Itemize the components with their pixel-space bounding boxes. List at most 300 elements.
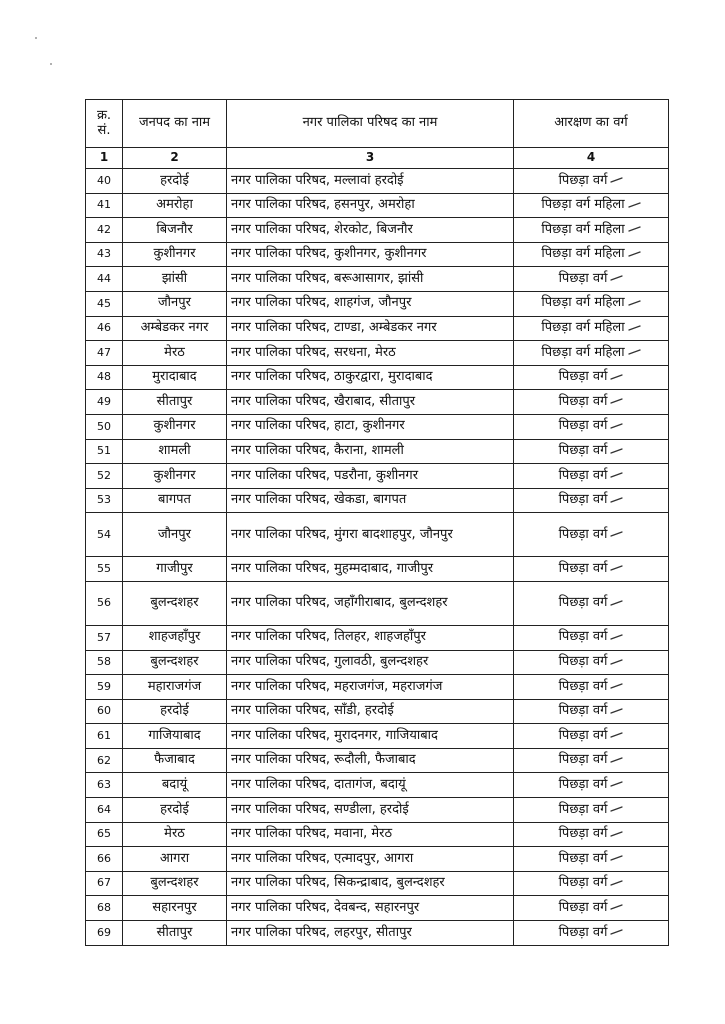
council-name-cell (227, 316, 514, 341)
serial-number-text: 55 (97, 561, 111, 575)
serial-number-text: 60 (97, 704, 111, 718)
council-name-text: नगर पालिका परिषद, कुशीनगर, कुशीनगर (231, 246, 427, 262)
reservation-category-cell (514, 798, 669, 823)
council-name-cell (227, 871, 514, 896)
pen-tick-mark-icon (610, 708, 623, 714)
header-district: जनपद का नाम (123, 100, 227, 148)
council-name-cell (227, 724, 514, 749)
council-name-text: नगर पालिका परिषद, सरधना, मेरठ (231, 344, 396, 360)
serial-number-text: 40 (97, 173, 111, 187)
district-cell (123, 193, 227, 218)
serial-number-text: 62 (97, 753, 111, 767)
reservation-category-cell (514, 921, 669, 946)
district-text: सीतापुर (156, 924, 193, 940)
pen-tick-mark-icon (610, 497, 623, 503)
serial-number-cell (86, 218, 123, 243)
serial-number-cell (86, 798, 123, 823)
district-text: बागपत (158, 492, 191, 508)
reservation-category-cell (514, 557, 669, 582)
pen-tick-mark-icon (628, 251, 641, 257)
council-name-cell (227, 896, 514, 921)
district-text: शाहजहाँपुर (148, 629, 201, 645)
district-cell (123, 414, 227, 439)
pen-tick-mark-icon (610, 732, 623, 738)
district-cell (123, 896, 227, 921)
serial-number-text: 58 (97, 655, 111, 669)
council-name-text: नगर पालिका परिषद, टाण्डा, अम्बेडकर नगर (231, 320, 437, 336)
district-cell (123, 291, 227, 316)
serial-number-cell (86, 557, 123, 582)
council-name-text: नगर पालिका परिषद, खैराबाद, सीतापुर (231, 393, 416, 409)
table-row (86, 847, 669, 872)
council-name-cell (227, 488, 514, 513)
header-reservation-category: आरक्षण का वर्ग (514, 100, 669, 148)
reservation-category-cell (514, 341, 669, 366)
reservation-category-cell (514, 414, 669, 439)
table-row (86, 341, 669, 366)
serial-number-cell (86, 316, 123, 341)
council-name-cell (227, 798, 514, 823)
reservation-category-text: पिछड़ा वर्ग (558, 492, 608, 508)
district-cell (123, 581, 227, 625)
reservation-category-text: पिछड़ा वर्ग (558, 629, 608, 645)
table-body (86, 169, 669, 946)
district-cell (123, 242, 227, 267)
district-cell (123, 625, 227, 650)
reservation-category-text: पिछड़ा वर्ग (558, 703, 608, 719)
district-text: कुशीनगर (153, 467, 196, 483)
council-name-cell (227, 847, 514, 872)
pen-tick-mark-icon (610, 472, 623, 478)
district-text: मेरठ (164, 344, 185, 360)
district-cell (123, 365, 227, 390)
reservation-category-text: पिछड़ा वर्ग महिला (541, 246, 625, 262)
reservation-category-text: पिछड़ा वर्ग (558, 850, 608, 866)
table-row (86, 871, 669, 896)
pen-tick-mark-icon (628, 325, 641, 331)
pen-tick-mark-icon (610, 600, 623, 606)
table-row (86, 169, 669, 194)
council-name-text: नगर पालिका परिषद, दातागंज, बदायूं (231, 776, 406, 792)
pen-tick-mark-icon (610, 831, 623, 837)
reservation-category-cell (514, 896, 669, 921)
table-row (86, 921, 669, 946)
reservation-category-text: पिछड़ा वर्ग महिला (541, 344, 625, 360)
council-name-text: नगर पालिका परिषद, तिलहर, शाहजहाँपुर (231, 629, 426, 645)
reservation-category-cell (514, 699, 669, 724)
council-name-text: नगर पालिका परिषद, रूदौली, फैजाबाद (231, 752, 416, 768)
serial-number-cell (86, 414, 123, 439)
district-cell (123, 557, 227, 582)
council-name-text: नगर पालिका परिषद, हाटा, कुशीनगर (231, 418, 405, 434)
district-text: कुशीनगर (153, 246, 196, 262)
council-name-cell (227, 675, 514, 700)
reservation-category-text: पिछड़ा वर्ग (558, 924, 608, 940)
serial-number-cell (86, 847, 123, 872)
pen-tick-mark-icon (610, 634, 623, 640)
district-cell (123, 218, 227, 243)
council-name-text: नगर पालिका परिषद, गुलावठी, बुलन्दशहर (231, 654, 429, 670)
council-name-text: नगर पालिका परिषद, लहरपुर, सीतापुर (231, 924, 412, 940)
serial-number-cell (86, 896, 123, 921)
reservation-category-cell (514, 193, 669, 218)
table-row (86, 581, 669, 625)
council-name-text: नगर पालिका परिषद, सिकन्द्राबाद, बुलन्दशहर (231, 875, 445, 891)
pen-tick-mark-icon (610, 177, 623, 183)
serial-number-text: 68 (97, 901, 111, 915)
reservation-category-text: पिछड़ा वर्ग (558, 560, 608, 576)
council-name-cell (227, 650, 514, 675)
table-row (86, 439, 669, 464)
serial-number-cell (86, 464, 123, 489)
reservation-category-cell (514, 291, 669, 316)
reservation-category-text: पिछड़ा वर्ग महिला (541, 221, 625, 237)
serial-number-cell (86, 748, 123, 773)
district-text: हरदोई (160, 172, 189, 188)
district-cell (123, 464, 227, 489)
reservation-category-cell (514, 625, 669, 650)
pen-tick-mark-icon (610, 423, 623, 429)
column-number: 2 (123, 148, 227, 169)
council-name-text: नगर पालिका परिषद, पडरौना, कुशीनगर (231, 467, 419, 483)
serial-number-text: 48 (97, 370, 111, 384)
council-name-text: नगर पालिका परिषद, हसनपुर, अमरोहा (231, 197, 415, 213)
district-text: अम्बेडकर नगर (140, 320, 209, 336)
reservation-category-text: पिछड़ा वर्ग (558, 826, 608, 842)
council-name-cell (227, 581, 514, 625)
reservation-category-cell (514, 169, 669, 194)
pen-tick-mark-icon (610, 531, 623, 537)
council-name-text: नगर पालिका परिषद, शेरकोट, बिजनौर (231, 221, 413, 237)
serial-number-cell (86, 488, 123, 513)
serial-number-cell (86, 773, 123, 798)
district-cell (123, 773, 227, 798)
district-text: मेरठ (164, 826, 185, 842)
council-name-text: नगर पालिका परिषद, मुरादनगर, गाजियाबाद (231, 727, 438, 743)
council-name-cell (227, 169, 514, 194)
reservation-category-cell (514, 513, 669, 557)
serial-number-cell (86, 365, 123, 390)
council-name-text: नगर पालिका परिषद, मवाना, मेरठ (231, 826, 393, 842)
pen-tick-mark-icon (610, 904, 623, 910)
pen-tick-mark-icon (610, 275, 623, 281)
district-text: सहारनपुर (152, 899, 197, 915)
pen-tick-mark-icon (628, 226, 641, 232)
table-row (86, 414, 669, 439)
council-name-text: नगर पालिका परिषद, बरूआसागर, झांसी (231, 270, 424, 286)
serial-number-cell (86, 291, 123, 316)
district-text: महाराजगंज (147, 678, 202, 694)
district-cell (123, 921, 227, 946)
reservation-category-text: पिछड़ा वर्ग (558, 752, 608, 768)
district-cell (123, 650, 227, 675)
council-name-cell (227, 921, 514, 946)
table-row (86, 193, 669, 218)
table-row (86, 316, 669, 341)
council-name-cell (227, 341, 514, 366)
district-text: गाजियाबाद (148, 727, 201, 743)
pen-tick-mark-icon (628, 202, 641, 208)
serial-number-cell (86, 921, 123, 946)
district-text: मुरादाबाद (152, 369, 197, 385)
pen-tick-mark-icon (610, 565, 623, 571)
district-text: बदायूं (161, 776, 188, 792)
pen-tick-mark-icon (628, 300, 641, 306)
council-name-cell (227, 625, 514, 650)
council-name-cell (227, 699, 514, 724)
pen-tick-mark-icon (610, 880, 623, 886)
council-name-text: नगर पालिका परिषद, मुंगरा बादशाहपुर, जौनपुर (231, 526, 453, 542)
pen-tick-mark-icon (610, 855, 623, 861)
district-cell (123, 488, 227, 513)
serial-number-text: 65 (97, 827, 111, 841)
column-number-row (86, 148, 669, 169)
serial-number-text: 59 (97, 679, 111, 693)
pen-tick-mark-icon (610, 929, 623, 935)
district-cell (123, 822, 227, 847)
district-cell (123, 169, 227, 194)
council-name-text: नगर पालिका परिषद, जहाँगीराबाद, बुलन्दशहर (231, 595, 448, 611)
reservation-category-text: पिछड़ा वर्ग (558, 654, 608, 670)
reservation-category-text: पिछड़ा वर्ग (558, 526, 608, 542)
serial-number-text: 47 (97, 345, 111, 359)
serial-number-cell (86, 675, 123, 700)
reservation-category-text: पिछड़ा वर्ग महिला (541, 320, 625, 336)
serial-number-cell (86, 871, 123, 896)
district-text: आगरा (159, 850, 190, 866)
serial-number-text: 43 (97, 247, 111, 261)
district-text: गाजीपुर (156, 560, 193, 576)
serial-number-cell (86, 390, 123, 415)
table-row (86, 724, 669, 749)
council-name-text: नगर पालिका परिषद, देवबन्द, सहारनपुर (231, 899, 420, 915)
serial-number-text: 49 (97, 394, 111, 408)
serial-number-text: 67 (97, 876, 111, 890)
district-cell (123, 699, 227, 724)
district-text: बुलन्दशहर (150, 875, 199, 891)
council-name-text: नगर पालिका परिषद, कैराना, शामली (231, 443, 404, 459)
serial-number-cell (86, 193, 123, 218)
reservation-category-text: पिछड़ा वर्ग (558, 443, 608, 459)
reservation-category-cell (514, 390, 669, 415)
serial-number-text: 69 (97, 925, 111, 939)
district-text: कुशीनगर (153, 418, 196, 434)
serial-number-text: 64 (97, 802, 111, 816)
reservation-category-cell (514, 316, 669, 341)
reservation-category-text: पिछड़ा वर्ग (558, 369, 608, 385)
serial-number-cell (86, 513, 123, 557)
table-row (86, 798, 669, 823)
reservation-category-cell (514, 773, 669, 798)
district-text: झांसी (161, 270, 188, 286)
pen-tick-mark-icon (610, 806, 623, 812)
column-number: 1 (86, 148, 123, 169)
table-row (86, 675, 669, 700)
reservation-category-cell (514, 464, 669, 489)
reservation-category-text: पिछड़ा वर्ग (558, 727, 608, 743)
serial-number-text: 61 (97, 728, 111, 742)
council-name-text: नगर पालिका परिषद, एत्मादपुर, आगरा (231, 850, 414, 866)
table-row (86, 625, 669, 650)
table-row (86, 365, 669, 390)
council-name-cell (227, 748, 514, 773)
reservation-category-cell (514, 822, 669, 847)
reservation-category-text: पिछड़ा वर्ग (558, 172, 608, 188)
table-row (86, 748, 669, 773)
serial-number-text: 66 (97, 851, 111, 865)
scan-speck (50, 63, 52, 65)
serial-number-text: 42 (97, 222, 111, 236)
serial-number-cell (86, 581, 123, 625)
serial-number-cell (86, 650, 123, 675)
serial-number-cell (86, 242, 123, 267)
council-name-cell (227, 267, 514, 292)
serial-number-cell (86, 822, 123, 847)
council-name-text: नगर पालिका परिषद, मल्लावां हरदोई (231, 172, 404, 188)
serial-number-text: 51 (97, 444, 111, 458)
serial-number-cell (86, 439, 123, 464)
district-text: बिजनौर (156, 221, 193, 237)
reservation-category-cell (514, 581, 669, 625)
serial-number-cell (86, 169, 123, 194)
serial-number-text: 53 (97, 493, 111, 507)
council-name-cell (227, 390, 514, 415)
district-text: अमरोहा (156, 197, 193, 213)
council-name-cell (227, 464, 514, 489)
pen-tick-mark-icon (610, 448, 623, 454)
reservation-category-text: पिछड़ा वर्ग (558, 270, 608, 286)
council-name-cell (227, 513, 514, 557)
district-cell (123, 316, 227, 341)
council-name-text: नगर पालिका परिषद, सण्डीला, हरदोई (231, 801, 409, 817)
reservation-category-text: पिछड़ा वर्ग (558, 393, 608, 409)
district-cell (123, 798, 227, 823)
district-cell (123, 341, 227, 366)
serial-number-cell (86, 341, 123, 366)
council-name-cell (227, 193, 514, 218)
column-number: 4 (514, 148, 669, 169)
council-name-text: नगर पालिका परिषद, महराजगंज, महराजगंज (231, 678, 443, 694)
table-row (86, 390, 669, 415)
reservation-table (85, 99, 669, 946)
pen-tick-mark-icon (610, 659, 623, 665)
district-text: हरदोई (160, 801, 189, 817)
council-name-cell (227, 242, 514, 267)
serial-number-text: 45 (97, 296, 111, 310)
column-number: 3 (227, 148, 514, 169)
reservation-category-cell (514, 365, 669, 390)
district-text: शामली (158, 443, 191, 459)
reservation-category-text: पिछड़ा वर्ग महिला (541, 295, 625, 311)
council-name-cell (227, 218, 514, 243)
table-row (86, 267, 669, 292)
council-name-cell (227, 439, 514, 464)
council-name-cell (227, 365, 514, 390)
table-row (86, 242, 669, 267)
serial-number-text: 54 (97, 527, 111, 541)
table-row (86, 291, 669, 316)
serial-number-text: 46 (97, 321, 111, 335)
district-cell (123, 390, 227, 415)
council-name-cell (227, 291, 514, 316)
table-row (86, 896, 669, 921)
district-text: सीतापुर (156, 393, 193, 409)
district-cell (123, 267, 227, 292)
district-text: बुलन्दशहर (150, 654, 199, 670)
reservation-category-text: पिछड़ा वर्ग (558, 595, 608, 611)
council-name-text: नगर पालिका परिषद, खेकडा, बागपत (231, 492, 407, 508)
council-name-text: नगर पालिका परिषद, शाहगंज, जौनपुर (231, 295, 412, 311)
table-row (86, 488, 669, 513)
reservation-category-cell (514, 748, 669, 773)
reservation-category-text: पिछड़ा वर्ग (558, 467, 608, 483)
serial-number-text: 57 (97, 630, 111, 644)
pen-tick-mark-icon (628, 349, 641, 355)
header-serial-number: क्र. सं. (86, 100, 123, 148)
table-row (86, 822, 669, 847)
district-text: फैजाबाद (154, 752, 195, 768)
council-name-text: नगर पालिका परिषद, मुहम्मदाबाद, गाजीपुर (231, 560, 434, 576)
council-name-text: नगर पालिका परिषद, साँडी, हरदोई (231, 703, 394, 719)
table-row (86, 650, 669, 675)
reservation-category-cell (514, 488, 669, 513)
reservation-category-text: पिछड़ा वर्ग (558, 776, 608, 792)
council-name-cell (227, 414, 514, 439)
header-row (86, 100, 669, 148)
table-row (86, 699, 669, 724)
council-name-text: नगर पालिका परिषद, ठाकुरद्वारा, मुरादाबाद (231, 369, 433, 385)
table-row (86, 513, 669, 557)
district-cell (123, 748, 227, 773)
reservation-category-text: पिछड़ा वर्ग (558, 875, 608, 891)
table-header (86, 100, 669, 169)
district-cell (123, 675, 227, 700)
district-cell (123, 439, 227, 464)
serial-number-text: 56 (97, 596, 111, 610)
district-cell (123, 847, 227, 872)
reservation-category-cell (514, 724, 669, 749)
reservation-category-cell (514, 439, 669, 464)
council-name-cell (227, 822, 514, 847)
serial-number-text: 52 (97, 468, 111, 482)
pen-tick-mark-icon (610, 374, 623, 380)
pen-tick-mark-icon (610, 683, 623, 689)
reservation-category-cell (514, 847, 669, 872)
serial-number-cell (86, 267, 123, 292)
reservation-category-cell (514, 871, 669, 896)
scan-speck (35, 37, 37, 39)
pen-tick-mark-icon (610, 781, 623, 787)
serial-number-text: 63 (97, 778, 111, 792)
district-text: जौनपुर (158, 526, 191, 542)
header-council-name: नगर पालिका परिषद का नाम (227, 100, 514, 148)
pen-tick-mark-icon (610, 398, 623, 404)
serial-number-text: 41 (97, 198, 111, 212)
reservation-category-cell (514, 650, 669, 675)
district-cell (123, 724, 227, 749)
table-row (86, 557, 669, 582)
reservation-category-cell (514, 242, 669, 267)
table-row (86, 218, 669, 243)
district-cell (123, 513, 227, 557)
serial-number-cell (86, 625, 123, 650)
council-name-cell (227, 773, 514, 798)
reservation-category-text: पिछड़ा वर्ग (558, 801, 608, 817)
pen-tick-mark-icon (610, 757, 623, 763)
reservation-category-text: पिछड़ा वर्ग (558, 678, 608, 694)
table-row (86, 464, 669, 489)
serial-number-text: 44 (97, 272, 111, 286)
